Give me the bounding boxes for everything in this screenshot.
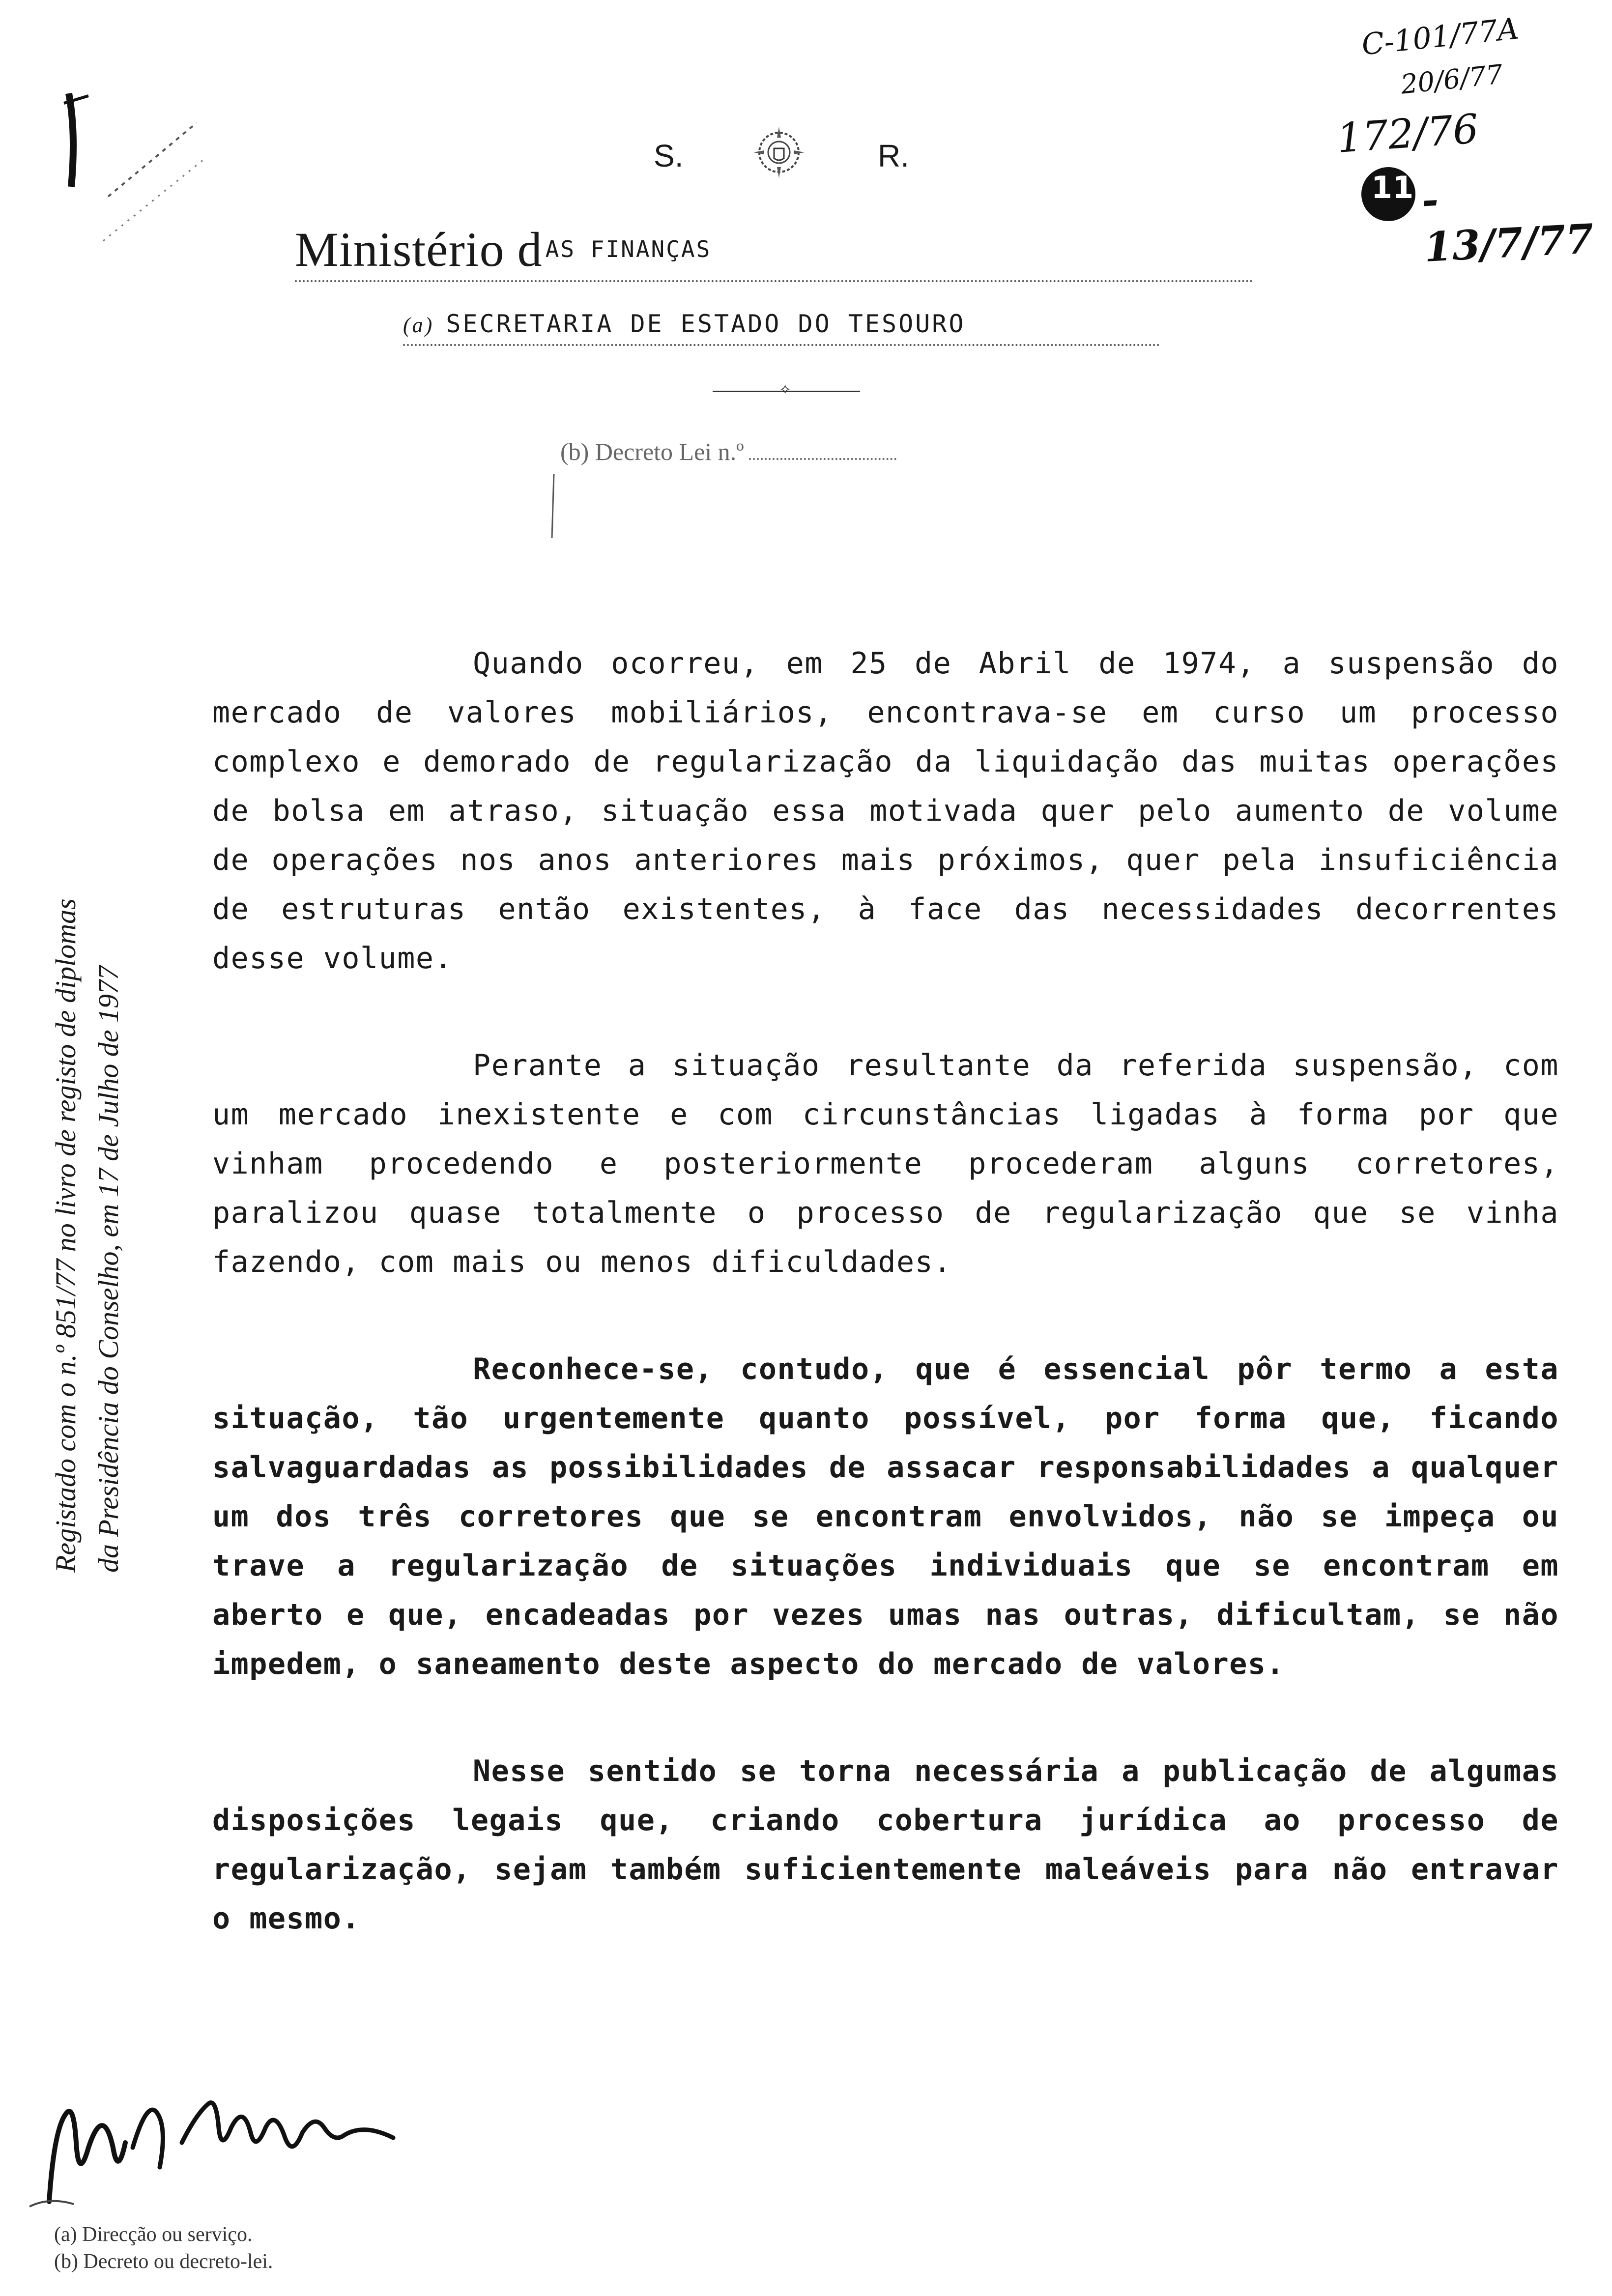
decreto-dotted-blank: [749, 443, 896, 460]
footer-note-a: (a) Direcção ou serviço.: [54, 2223, 253, 2246]
decree-preamble: [212, 639, 1559, 2001]
paragraph-1: [212, 639, 1559, 983]
decreto-marker: (b): [560, 438, 589, 465]
paragraph-3-text: Reconhece-se, contudo, que é essencial pôr termo a esta situação, tão urgentemente quanto possível, por forma que, ficando salvaguardadas as possibilidades de assacar responsabilidades a qualquer um dos três corretores que se encontram envolvidos, não se impeça ou trave a regularização de situações individuais que se encontram em aberto e que, encadeadas por vezes umas nas outras, dificultam, se não impedem, o saneamento deste aspecto do mercado de valores.: [212, 1352, 1559, 1681]
registration-stamp: [49, 639, 147, 1573]
coat-of-arms-seal-icon: [745, 118, 813, 187]
secretaria-line: [403, 310, 1160, 346]
secretaria-marker: (a): [403, 313, 434, 337]
paragraph-4-text: Nesse sentido se torna necessária a publicação de algumas disposições legais que, criando cobertura jurídica ao processo de regularização, sejam também suficientemente maleáveis para não entravar o mesmo.: [212, 1754, 1559, 1936]
handwritten-number: 172/76: [1335, 106, 1480, 162]
corner-stamp-mark: [49, 74, 216, 260]
ministry-name: AS FINANÇAS: [545, 236, 712, 262]
ministry-label: Ministério d: [295, 222, 543, 277]
paragraph-1-text: Quando ocorreu, em 25 de Abril de 1974, a suspensão do mercado de valores mobiliários, encontrava-se em curso um processo complexo e demorado de regularização da liquidação das muitas operações de bolsa em atraso, situação essa motivada quer pelo aumento de volume de operações nos anos anteriores mais próximos, quer pela insuficiência de estruturas então existentes, à face das necessidades decorrentes desse volume.: [212, 646, 1559, 976]
registration-stamp-line-2: da Presidência do Conselho, em 17 de Julho de 1977: [92, 966, 124, 1573]
decreto-line: [560, 437, 1022, 472]
paragraph-2-text: Perante a situação resultante da referida suspensão, com um mercado inexistente e com circunstâncias ligadas à forma por que vinham procedendo e posteriormente procederam alguns corretores, paralizou quase totalmente o processo de regularização que se vinha fazendo, com mais ou menos dificuldades.: [212, 1048, 1559, 1279]
handwritten-reference: C-101/77A: [1360, 11, 1521, 62]
header-sr-right: R.: [878, 138, 909, 173]
header-sr-left: S.: [654, 138, 684, 173]
paragraph-3: [212, 1345, 1559, 1689]
secretaria-text: SECRETARIA DE ESTADO DO TESOURO: [446, 310, 966, 338]
divider-ornament-icon: ✧: [779, 381, 792, 399]
paragraph-2: [212, 1041, 1559, 1287]
footer-note-b: (b) Decreto ou decreto-lei.: [54, 2250, 273, 2273]
registration-stamp-line-1: Registado com o n.º 851/77 no livro de registo de diplomas: [50, 898, 82, 1573]
header-sr: [654, 133, 909, 192]
handwritten-date-1: 20/6/77: [1399, 58, 1504, 100]
footer-notes: [54, 2221, 273, 2275]
decreto-pencil-mark: [548, 472, 558, 541]
ministry-line: [295, 221, 1253, 282]
handwritten-date-2: - 13/7/77: [1420, 176, 1595, 271]
circled-number-text: 11: [1371, 170, 1414, 205]
paragraph-4: [212, 1747, 1559, 1943]
handwritten-signature: [20, 2084, 491, 2211]
decreto-text: Decreto Lei n.º: [595, 438, 744, 465]
